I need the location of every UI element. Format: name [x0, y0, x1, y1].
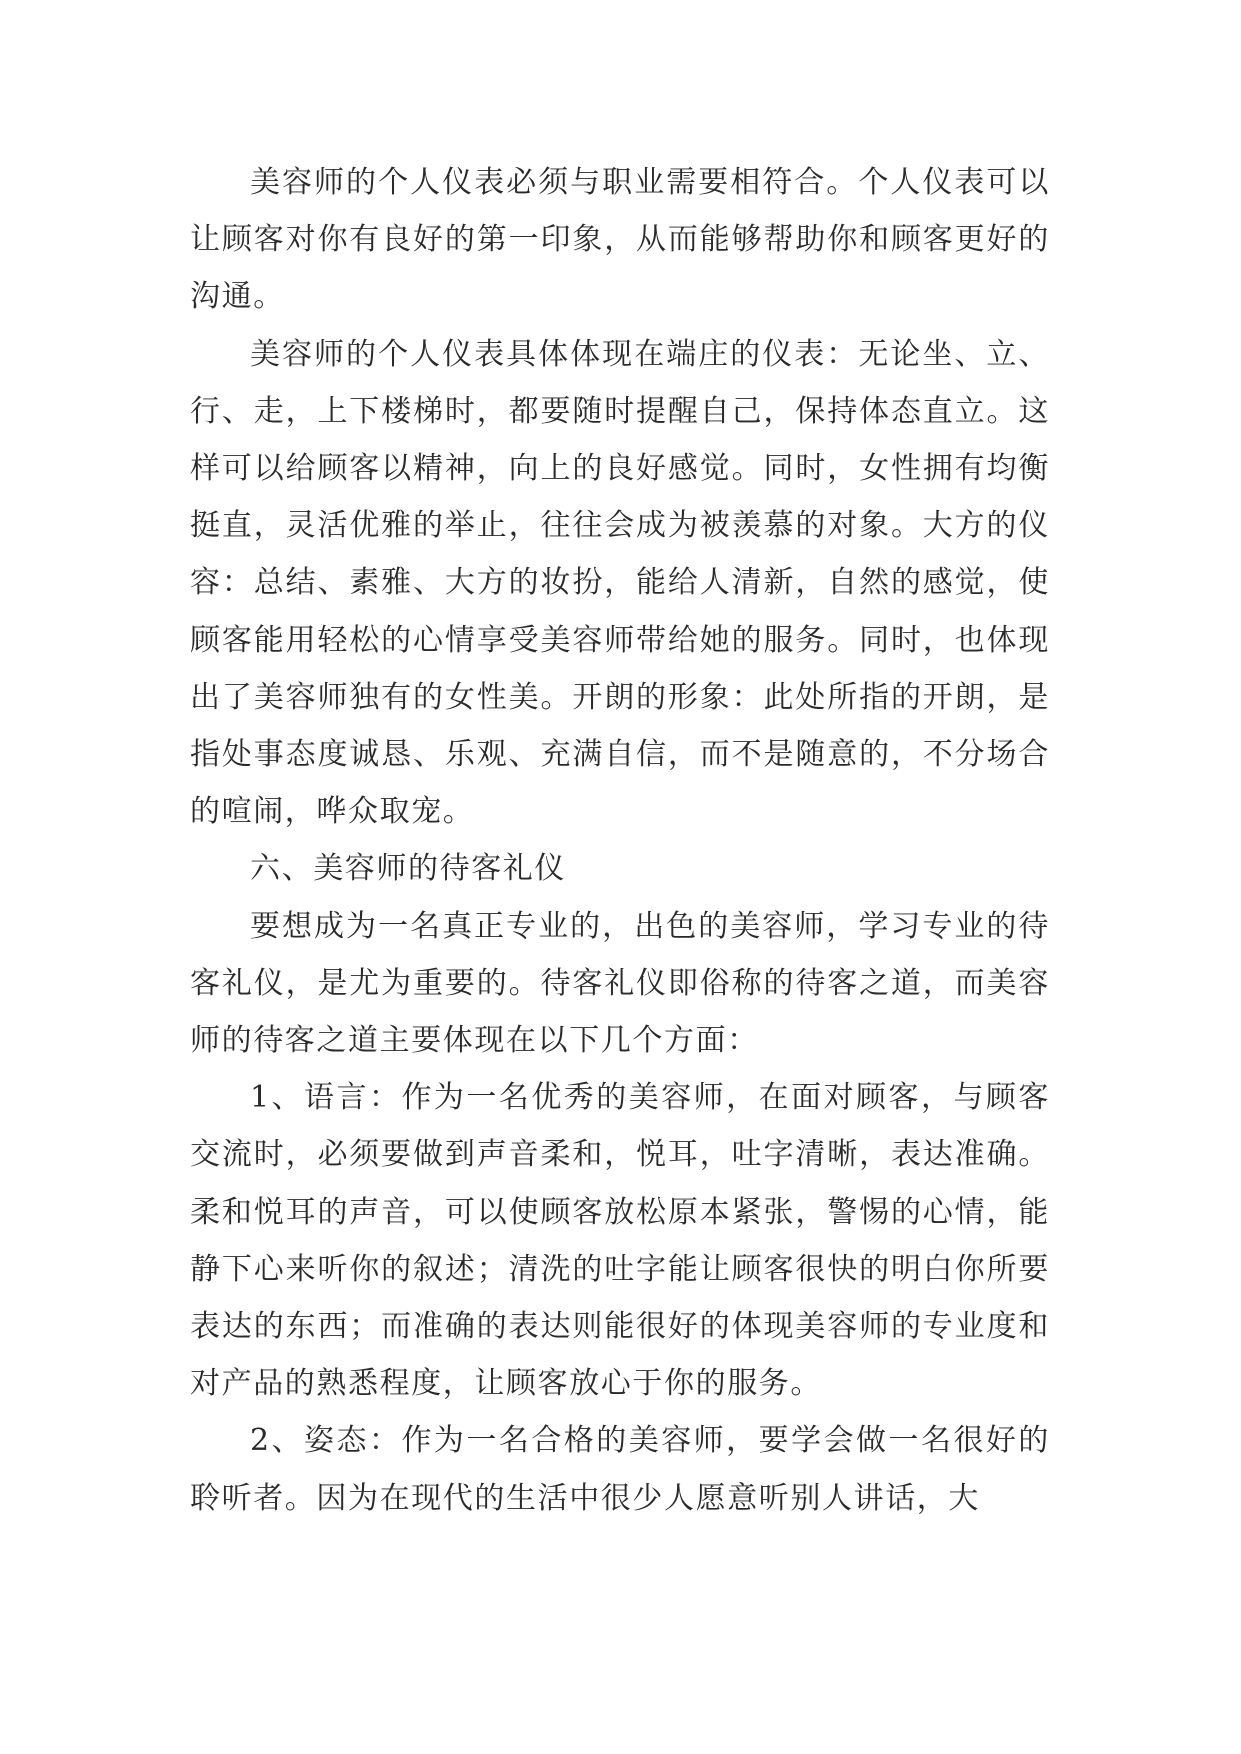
paragraph-appearance-details: 美容师的个人仪表具体体现在端庄的仪表：无论坐、立、行、走，上下楼梯时，都要随时提醒自己，保持体态直立。这样可以给顾客以精神，向上的良好感觉。同时，女性拥有均衡挺直，灵活优雅的举止，往往会成为被羡慕的对象。大方的仪容：总结、素雅、大方的妆扮，能给人清新，自然的感觉，使顾客能用轻松的心情享受美容师带给她的服务。同时，也体现出了美容师独有的女性美。开朗的形象：此处所指的开朗，是指处事态度诚恳、乐观、充满自信，而不是随意的，不分场合的喧闹，哗众取宠。	[190, 336, 1050, 830]
paragraph-reception-intro: 要想成为一名真正专业的，出色的美容师，学习专业的待客礼仪，是尤为重要的。待客礼仪即俗称的待客之道，而美容师的待客之道主要体现在以下几个方面：	[190, 908, 1050, 1059]
section-heading-reception-etiquette: 六、美容师的待客礼仪	[250, 851, 566, 887]
body-text	[190, 154, 1050, 1527]
paragraph-posture: 2、姿态：作为一名合格的美容师，要学会做一名很好的聆听者。因为在现代的生活中很少人愿意听别人讲话，大	[190, 1423, 1050, 1516]
paragraph-language: 1、语言：作为一名优秀的美容师，在面对顾客，与顾客交流时，必须要做到声音柔和，悦耳，吐字清晰，表达准确。柔和悦耳的声音，可以使顾客放松原本紧张，警惕的心情，能静下心来听你的叙述；清洗的吐字能让顾客很快的明白你所要表达的东西；而准确的表达则能很好的体现美容师的专业度和对产品的熟悉程度，让顾客放心于你的服务。	[190, 1080, 1050, 1402]
paragraph-appearance-intro: 美容师的个人仪表必须与职业需要相符合。个人仪表可以让顾客对你有良好的第一印象，从而能够帮助你和顾客更好的沟通。	[190, 165, 1050, 315]
